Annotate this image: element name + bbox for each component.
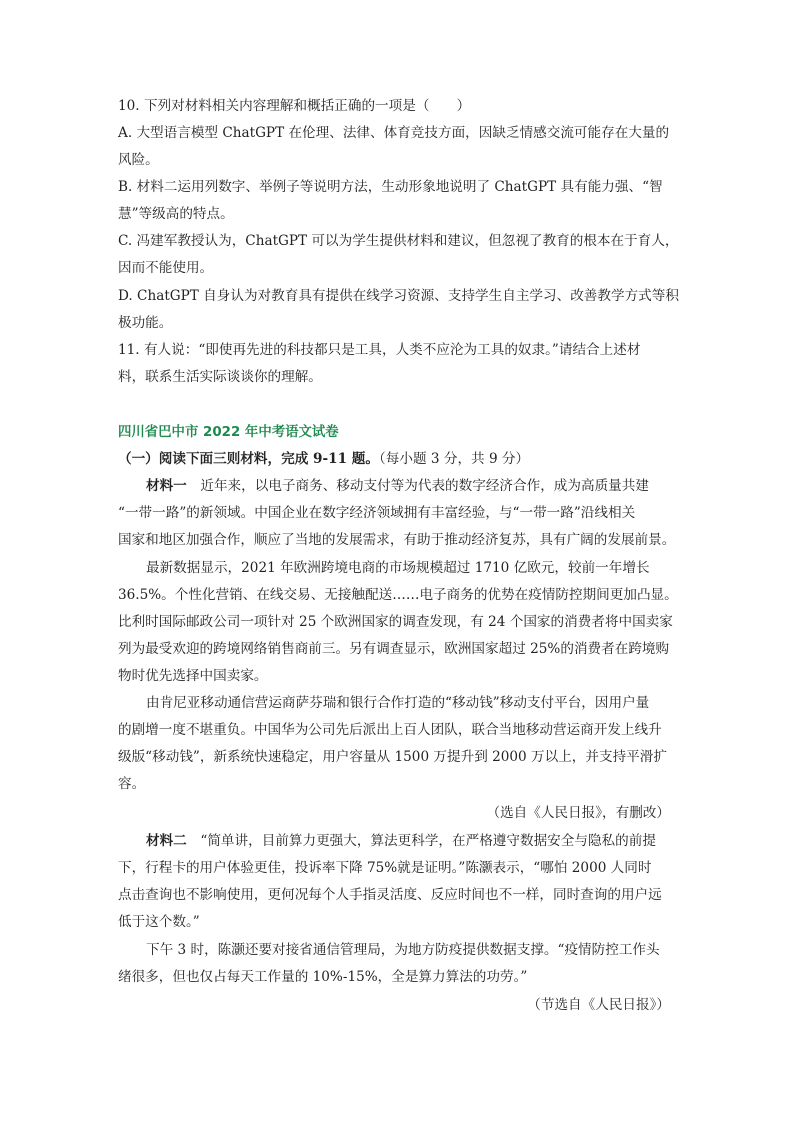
material-2-p1-line-4: 低于这个数。” — [118, 914, 200, 930]
material-1-p3-line-2: 的剧增一度不堪重负。中国华为公司先后派出上百人团队，联合当地移动营运商开发上线升 — [118, 722, 662, 738]
material-1-p1-line-3: 国家和地区加强合作，顺应了当地的发展需求，有助于推动经济复苏，具有广阔的发展前景。 — [118, 532, 676, 548]
section-title: 四川省巴中市 2022 年中考语文试卷 — [118, 425, 339, 440]
question-10-option-b-cont: 慧”等级高的特点。 — [118, 206, 234, 222]
question-10-option-a: A. 大型语言模型 ChatGPT 在伦理、法律、体育竞技方面，因缺乏情感交流可能存在大量的 — [118, 125, 670, 141]
material-1-p2-line-1: 最新数据显示，2021 年欧洲跨境电商的市场规模超过 1710 亿欧元，较前一年增长 — [146, 560, 650, 576]
question-11-stem-cont: 料，联系生活实际谈谈你的理解。 — [118, 369, 322, 385]
material-2-p1-line-3: 点击查询也不影响使用，更何况每个人手指灵活度、反应时间也不一样，同时查询的用户远 — [118, 887, 662, 903]
material-2-p2-line-1: 下午 3 时，陈灏还要对接省通信管理局，为地方防疫提供数据支撑。“疫情防控工作头 — [146, 942, 660, 958]
material-1-p2-line-2: 36.5%。个性化营销、在线交易、无接触配送……电子商务的优势在疫情防控期间更加凸显。 — [118, 587, 678, 603]
question-10-option-d: D. ChatGPT 自身认为对教育具有提供在线学习资源、支持学生自主学习、改善教学方式等积 — [118, 288, 679, 304]
material-1-p3-line-3: 级版“移动钱”，新系统快速稳定，用户容量从 1500 万提升到 2000 万以上，并支持平滑扩 — [118, 749, 667, 765]
question-10-option-c-cont: 因而不能使用。 — [118, 260, 214, 276]
material-1-label: 材料一 — [146, 478, 187, 494]
material-2-p1-line-2: 下，行程卡的用户体验更佳，投诉率下降 75%就是证明。”陈灏表示，“哪怕 2000 人同时 — [118, 860, 652, 876]
material-1-p1-text: 近年来，以电子商务、移动支付等为代表的数字经济合作，成为高质量共建 — [200, 478, 649, 494]
question-10-option-a-cont: 风险。 — [118, 152, 159, 168]
material-1-p3-line-1: 由肯尼亚移动通信营运商萨芬瑞和银行合作打造的“移动钱”移动支付平台，因用户量 — [146, 695, 650, 711]
material-1-p2-line-4: 列为最受欢迎的跨境网络销售商前三。另有调查显示，欧洲国家超过 25%的消费者在跨境购 — [118, 641, 670, 657]
question-10-stem: 10. 下列对材料相关内容理解和概括正确的一项是（ ） — [118, 98, 471, 114]
material-1-source: （选自《人民日报》，有删改） — [486, 805, 670, 821]
material-1-p3-line-4: 容。 — [118, 776, 146, 792]
material-2-paragraph-1 — [146, 832, 706, 850]
material-1-p1-line-2: “一带一路”的新领域。中国企业在数字经济领域拥有丰富经验，与“一带一路”沿线相关 — [118, 505, 636, 521]
material-1-p2-line-3: 比利时国际邮政公司一项针对 25 个欧洲国家的调查发现，有 24 个国家的消费者将中国卖家 — [118, 614, 673, 630]
material-1-paragraph-1 — [146, 477, 706, 495]
question-10-option-d-cont: 极功能。 — [118, 315, 173, 331]
material-2-label: 材料二 — [146, 833, 187, 849]
section-instruction — [118, 450, 678, 468]
section-instruction-main: （一）阅读下面三则材料，完成 9-11 题。 — [118, 451, 379, 467]
question-11-stem: 11. 有人说：“即使再先进的科技都只是工具，人类不应沦为工具的奴隶。”请结合上述材 — [118, 342, 641, 358]
question-10-option-c: C. 冯建军教授认为，ChatGPT 可以为学生提供材料和建议，但忽视了教育的根本在于育人， — [118, 233, 679, 249]
section-instruction-note: （每小题 3 分，共 9 分） — [378, 451, 530, 467]
material-2-p2-line-2: 绪很多，但也仅占每天工作量的 10%-15%，全是算力算法的功劳。” — [118, 969, 528, 985]
material-2-p1-text: “简单讲，目前算力更强大，算法更科学，在严格遵守数据安全与隐私的前提 — [200, 833, 656, 849]
question-10-option-b: B. 材料二运用列数字、举例子等说明方法，生动形象地说明了 ChatGPT 具有能力强、“智 — [118, 179, 663, 195]
material-2-source: （节选自《人民日报》） — [527, 997, 670, 1013]
material-1-p2-line-5: 物时优先选择中国卖家。 — [118, 668, 268, 684]
